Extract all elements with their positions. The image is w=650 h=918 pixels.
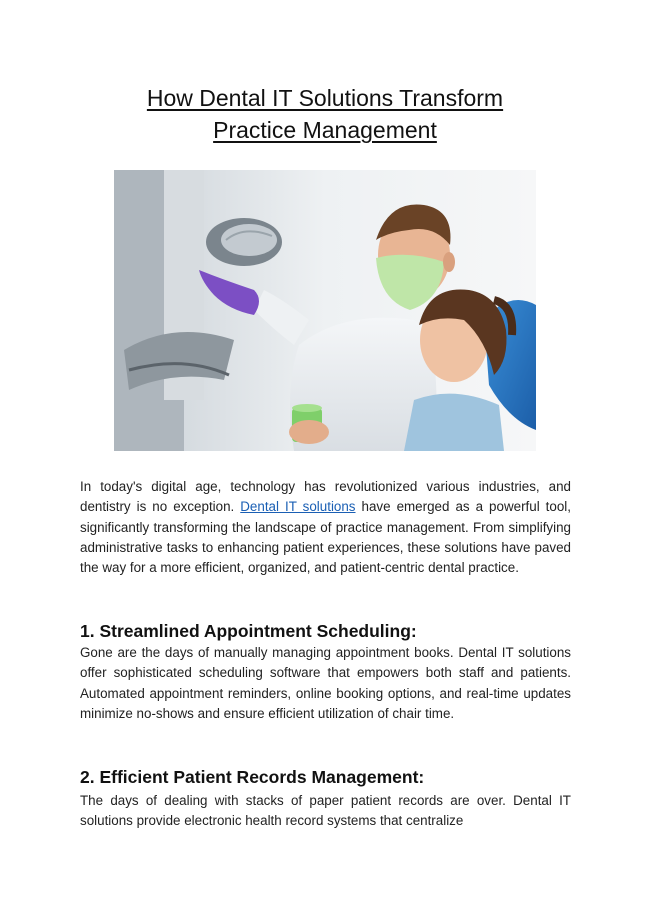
photo-illustration bbox=[114, 170, 536, 451]
title-line-2: Practice Management bbox=[213, 117, 437, 143]
dental-it-solutions-link[interactable]: Dental IT solutions bbox=[240, 499, 356, 515]
section-heading-2: 2. Efficient Patient Records Management: bbox=[80, 767, 425, 787]
intro-text-after-link: have emerged as a powerful tool, significantly transforming the landscape of practice management. From simplifying administrative tasks to enhancing patient experiences, these solutions have paved the way for a more efficient, organized, and patient-centric dental practice. bbox=[80, 499, 571, 576]
intro-paragraph bbox=[80, 477, 571, 578]
section-heading-1: 1. Streamlined Appointment Scheduling: bbox=[80, 621, 417, 641]
intro-text-before-link: In today's digital age, technology has revolutionized various industries, and dentistry is no exception. bbox=[80, 479, 571, 515]
title-line-1: How Dental IT Solutions Transform bbox=[146, 85, 504, 111]
section-paragraph-2: The days of dealing with stacks of paper patient records are over. Dental IT solutions provide electronic health record systems that centralize bbox=[80, 793, 571, 829]
page-title bbox=[60, 82, 590, 146]
section-paragraph-1: Gone are the days of manually managing appointment books. Dental IT solutions offer sophisticated scheduling software that empowers both staff and patients. Automated appointment reminders, online booking options, and real-time updates minimize no-shows and ensure efficient utilization of chair time. bbox=[80, 645, 571, 721]
dentist-patient-photo bbox=[114, 170, 536, 451]
